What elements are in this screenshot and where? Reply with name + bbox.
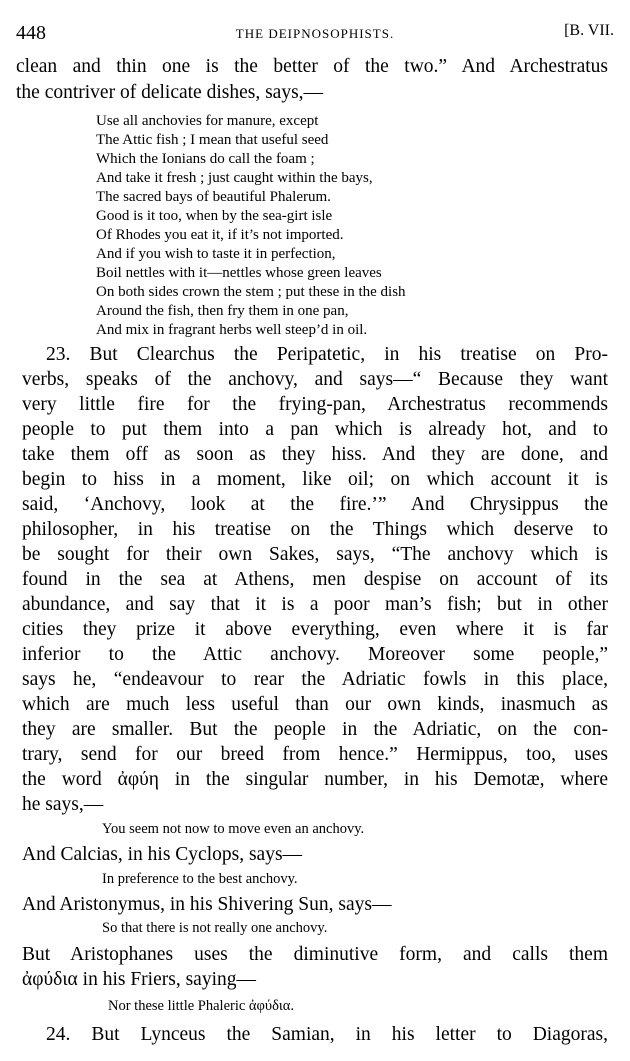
- poem-line: Of Rhodes you eat it, if it’s not imported.: [96, 227, 344, 243]
- running-header: [16, 22, 614, 48]
- text-line: 23. But Clearchus the Peripatetic, in his treatise on Pro-: [46, 344, 608, 365]
- text-line: ἀφύδια in his Friers, saying—: [22, 969, 256, 990]
- book-reference: [B. VII.: [564, 22, 614, 39]
- poem-line: Use all anchovies for manure, except: [96, 113, 319, 129]
- poem-line: And mix in fragrant herbs well steep’d in oil.: [96, 322, 368, 338]
- text-line: he says,—: [22, 794, 104, 815]
- poem-line: Which the Ionians do call the foam ;: [96, 151, 315, 167]
- verse-citation: You seem not now to move even an anchovy.: [102, 821, 365, 837]
- poem-line: The sacred bays of beautiful Phalerum.: [96, 189, 331, 205]
- text-line: trary, send for our breed from hence.” Hermippus, too, uses: [22, 744, 608, 765]
- verse-citation: So that there is not really one anchovy.: [102, 920, 328, 936]
- paragraph-24-first-line: 24. But Lynceus the Samian, in his letter to Diagoras,: [46, 1024, 608, 1045]
- text-line: says he, “endeavour to rear the Adriatic fowls in this place,: [22, 669, 608, 690]
- poem-line: On both sides crown the stem ; put these in the dish: [96, 284, 406, 300]
- text-line: very little fire for the frying-pan, Archestratus recommends: [22, 394, 608, 415]
- text-line: clean and thin one is the better of the two.” And Archestratus: [16, 56, 608, 77]
- text-line: abundance, and say that it is a poor man’s fish; but in other: [22, 594, 608, 615]
- verse-citation: Nor these little Phaleric ἀφύδια.: [108, 998, 295, 1014]
- text-line: begin to hiss in a moment, like oil; on which account it is: [22, 469, 608, 490]
- page-number: 448: [16, 22, 46, 44]
- text-line: people to put them into a pan which is already hot, and to: [22, 419, 608, 440]
- poem-line: Around the fish, then fry them in one pan,: [96, 303, 349, 319]
- text-line: verbs, speaks of the anchovy, and says—“ Because they want: [22, 369, 608, 390]
- text-line: cities they prize it above everything, even where it is far: [22, 619, 608, 640]
- text-line: inferior to the Attic anchovy. Moreover some people,”: [22, 644, 608, 665]
- poem-line: And if you wish to taste it in perfection,: [96, 246, 336, 262]
- text-line: take them off as soon as they hiss. And they are done, and: [22, 444, 608, 465]
- text-line: which are much less useful than our own kinds, inasmuch as: [22, 694, 608, 715]
- text-line: philosopher, in his treatise on the Things which deserve to: [22, 519, 608, 540]
- text-line: And Aristonymus, in his Shivering Sun, says—: [22, 894, 392, 915]
- text-line: And Calcias, in his Cyclops, says—: [22, 844, 303, 865]
- text-line: But Aristophanes uses the diminutive form, and calls them: [22, 944, 608, 965]
- running-title: THE DEIPNOSOPHISTS.: [235, 26, 395, 41]
- text-line: found in the sea at Athens, men despise on account of its: [22, 569, 608, 590]
- text-line: the contriver of delicate dishes, says,—: [16, 82, 324, 103]
- poem-line: The Attic fish ; I mean that useful seed: [96, 132, 329, 148]
- poem-line: Good is it too, when by the sea-girt isle: [96, 208, 333, 224]
- poem-line: Boil nettles with it—nettles whose green leaves: [96, 265, 382, 281]
- text-line: the word ἀφύη in the singular number, in his Demotæ, where: [22, 769, 608, 790]
- verse-citation: In preference to the best anchovy.: [102, 871, 298, 887]
- text-line: be sought for their own Sakes, says, “The anchovy which is: [22, 544, 608, 565]
- poem-line: And take it fresh ; just caught within the bays,: [96, 170, 373, 186]
- text-line: they are smaller. But the people in the Adriatic, on the con-: [22, 719, 608, 740]
- text-line: said, ‘Anchovy, look at the fire.’” And Chrysippus the: [22, 494, 608, 515]
